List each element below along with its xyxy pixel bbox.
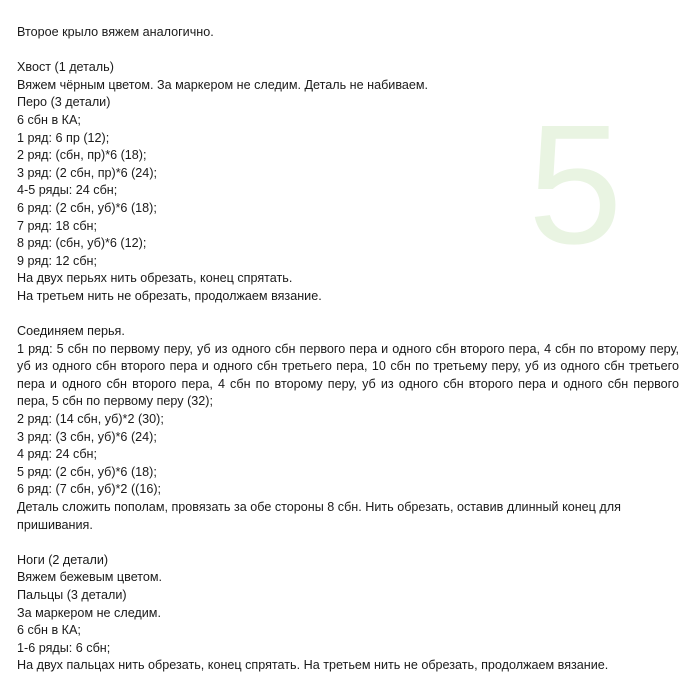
tail-instruction: Вяжем чёрным цветом. За маркером не следим. Деталь не набиваем. (17, 77, 429, 92)
pattern-document (17, 24, 679, 675)
legs-section (17, 552, 679, 675)
feather-note: На двух перьях нить обрезать, конец спрятать. (17, 271, 293, 286)
join-heading: Соединяем перья. (17, 324, 125, 339)
join-row: 4 ряд: 24 сбн; (17, 447, 98, 462)
join-final-instruction: Деталь сложить пополам, провязать за обе стороны 8 сбн. Нить обрезать, оставив длинный конец для пришивания. (17, 500, 621, 532)
legs-instruction: Вяжем бежевым цветом. (17, 570, 163, 585)
feather-row: 7 ряд: 18 сбн; (17, 218, 98, 233)
toes-marker-note: За маркером не следим. (17, 605, 161, 620)
feather-row: 6 сбн в КА; (17, 112, 81, 127)
feather-row: 8 ряд: (сбн, уб)*6 (12); (17, 236, 147, 251)
page-number-watermark: 5 (528, 90, 623, 280)
feather-row: 6 ряд: (2 сбн, уб)*6 (18); (17, 200, 157, 215)
feather-row: 9 ряд: 12 сбн; (17, 253, 98, 268)
toes-row: 6 сбн в КА; (17, 623, 81, 638)
feather-row: 2 ряд: (сбн, пр)*6 (18); (17, 148, 147, 163)
feather-row: 3 ряд: (2 сбн, пр)*6 (24); (17, 165, 158, 180)
legs-heading: Ноги (2 детали) (17, 552, 109, 567)
feather-row: 4-5 ряды: 24 сбн; (17, 183, 118, 198)
feather-note: На третьем нить не обрезать, продолжаем вязание. (17, 288, 322, 303)
join-row: 6 ряд: (7 сбн, уб)*2 ((16); (17, 482, 162, 497)
toes-row: 1-6 ряды: 6 сбн; (17, 640, 111, 655)
feather-row: 1 ряд: 6 пр (12); (17, 130, 110, 145)
toes-heading: Пальцы (3 детали) (17, 588, 127, 602)
join-section (17, 323, 679, 534)
feather-heading: Перо (3 детали) (17, 95, 111, 110)
intro-line: Второе крыло вяжем аналогично. (17, 25, 214, 39)
join-row-1: 1 ряд: 5 сбн по первому перу, уб из одного сбн первого пера и одного сбн второго пера, 4 сбн по второму перу, уб из одного сбн второго пера и одного сбн третьего пера, 10 сбн по третьему перу, уб из одного сбн третьего пера и одного сбн второго пера, 4 сбн по второму перу, уб из одного сбн второго пера и одного сбн первого пера, 5 сбн по первому перу (32); (17, 341, 679, 409)
join-row: 5 ряд: (2 сбн, уб)*6 (18); (17, 464, 157, 479)
tail-section (17, 59, 679, 305)
toes-final-instruction: На двух пальцах нить обрезать, конец спрятать. На третьем нить не обрезать, продолжаем вязание. (17, 658, 609, 673)
join-row: 2 ряд: (14 сбн, уб)*2 (30); (17, 412, 164, 427)
join-row: 3 ряд: (3 сбн, уб)*6 (24); (17, 429, 157, 444)
tail-heading: Хвост (1 деталь) (17, 60, 114, 75)
